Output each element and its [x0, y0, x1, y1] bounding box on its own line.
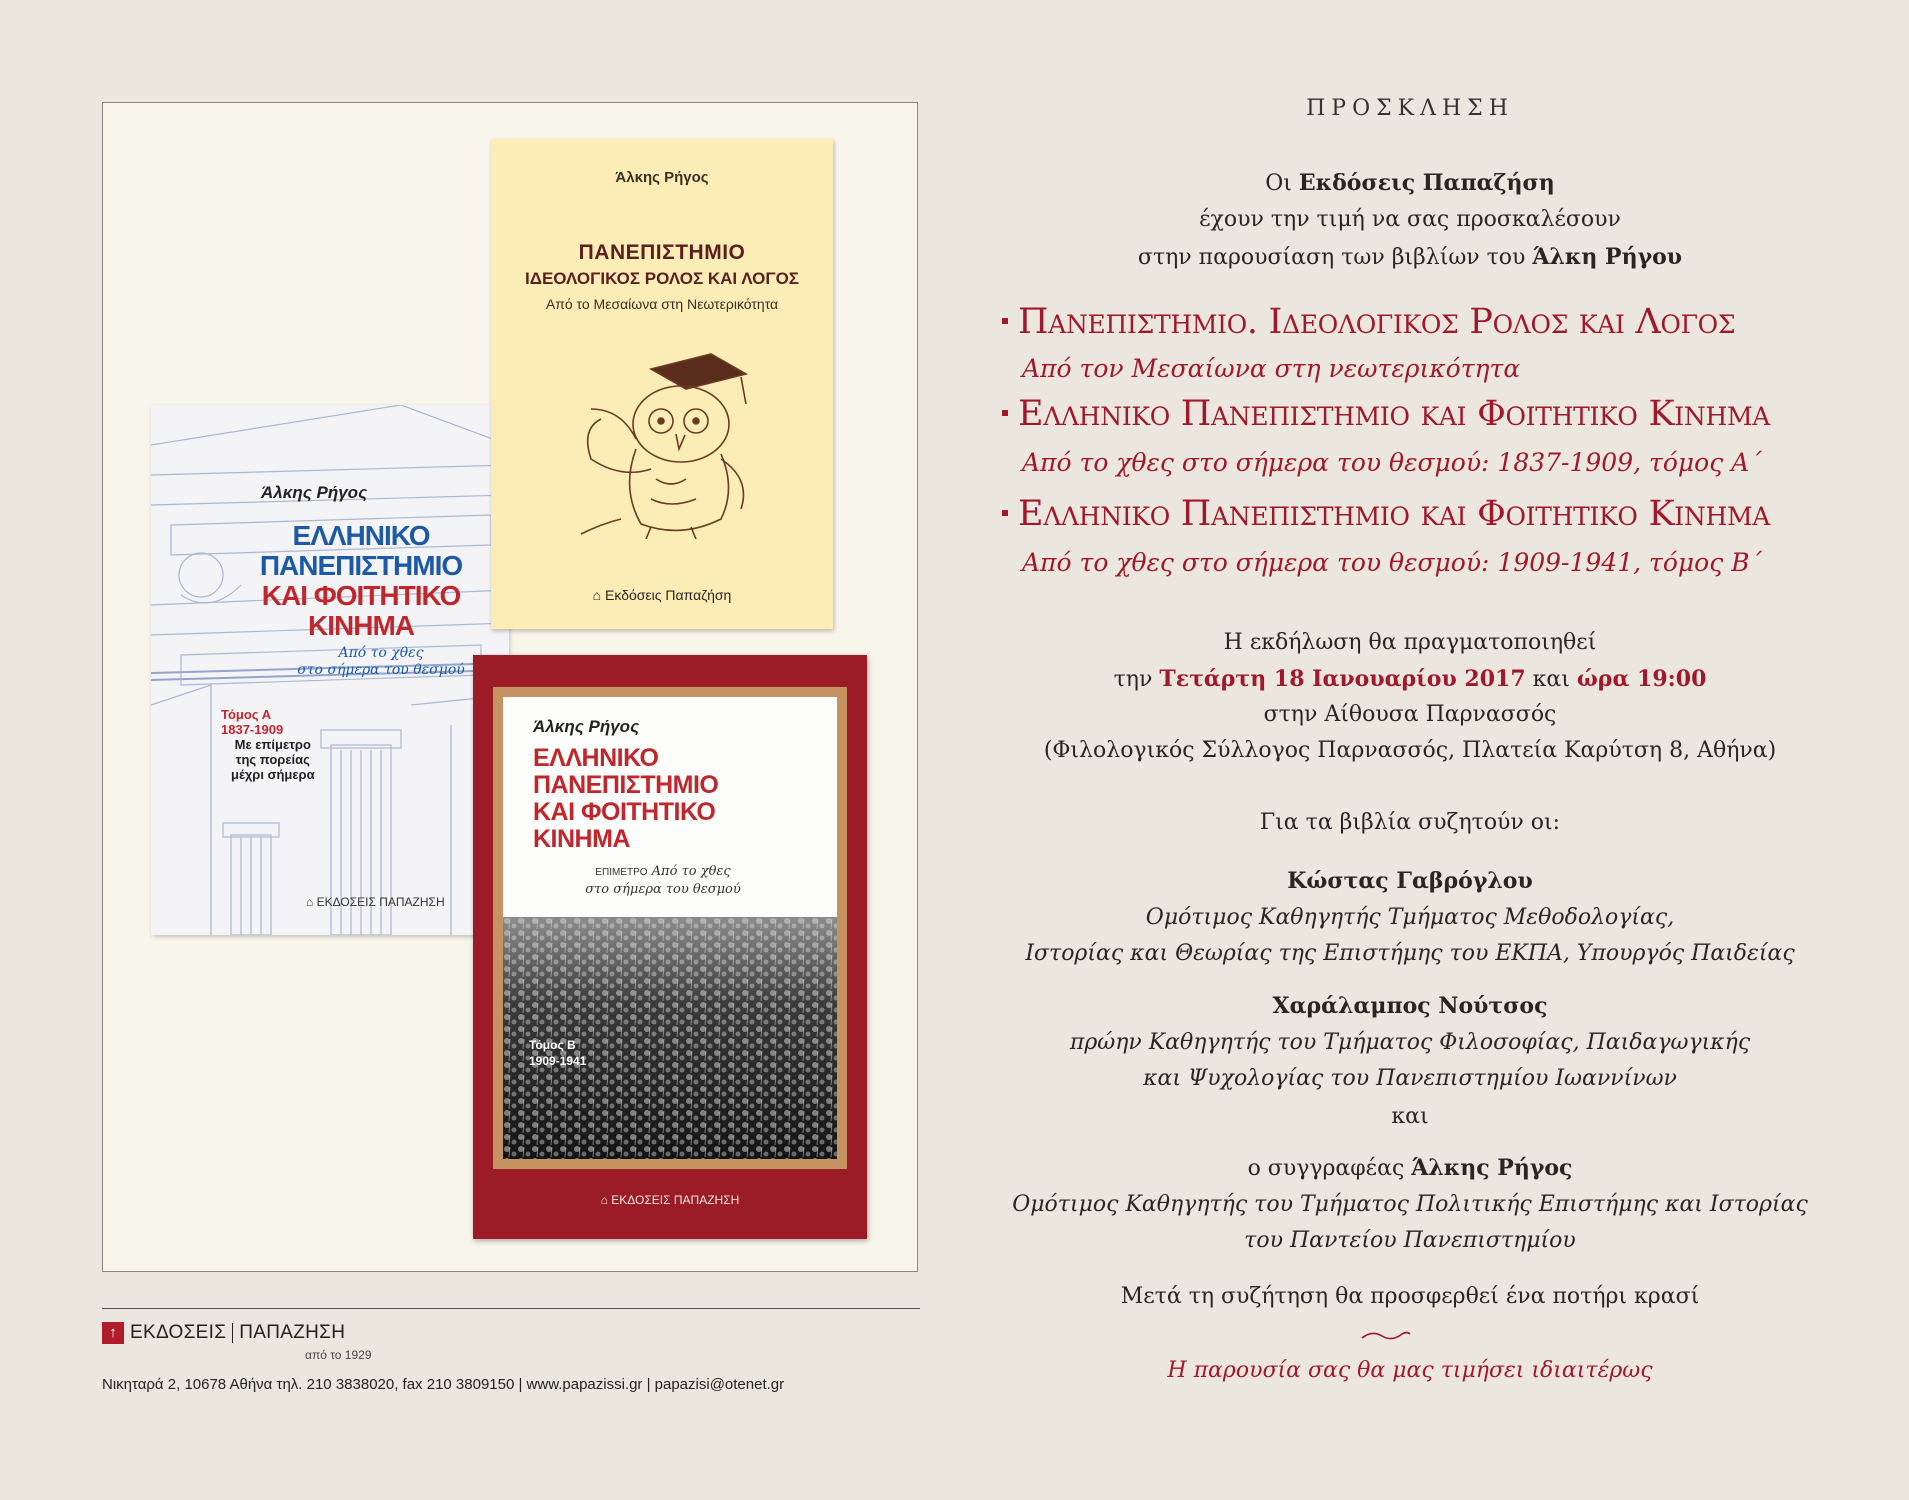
event-venue-address: (Φιλολογικός Σύλλογος Παρνασσός, Πλατεία Καρύτση 8, Αθήνα)	[1043, 738, 1777, 763]
speaker2-line1: πρώην Καθηγητής του Τμήματος Φιλοσοφίας, Παιδαγωγικής	[1069, 1030, 1751, 1055]
book3-years: 1909-1941	[529, 1054, 587, 1068]
event-datetime	[960, 666, 1860, 692]
book2-subtitle-line1: Από το χθες	[338, 645, 424, 661]
since-text: από το 1929	[305, 1348, 372, 1362]
book3-subtitle-line2: στο σήμερα του θεσμού	[585, 882, 741, 897]
book2-volume-label: Τόμος Α	[221, 707, 272, 722]
book3-title	[533, 745, 718, 853]
book-cover-volume-a	[151, 405, 509, 935]
invitation-heading: ΠΡΟΣΚΛΗΣΗ	[1306, 96, 1514, 121]
event-mid: και	[1525, 667, 1577, 692]
book2-note-line1: Με επίμετρο	[234, 737, 311, 752]
book1-subtitle: Από το Μεσαίωνα στη Νεωτερικότητα	[545, 296, 779, 312]
author-name: Άλκης Ρήγος	[1411, 1155, 1573, 1181]
intro-line3-pre: στην παρουσίαση των βιβλίων του	[1137, 245, 1533, 270]
publisher-mark-icon: ⌂	[600, 1193, 612, 1207]
book2-years: 1837-1909	[221, 722, 284, 737]
book2-author: Άλκης Ρήγος	[261, 483, 368, 502]
book3-subtitle	[563, 863, 763, 898]
book-list-title-2-text: Ελληνικο Πανεπιστημιο και Φοιτητικο Κινημα	[1018, 394, 1771, 434]
book-cover-volume-b	[473, 655, 867, 1239]
book2-note-line2: της πορείας	[235, 752, 310, 767]
speakers-intro: Για τα βιβλία συζητούν οι:	[1259, 810, 1561, 835]
intro-author: Άλκη Ρήγου	[1532, 244, 1683, 270]
book-covers-panel	[102, 102, 918, 1272]
book3-subtitle-line1	[563, 863, 763, 881]
book2-subtitle-line2: στο σήμερα του θεσμού	[297, 662, 465, 678]
book1-title-line1: ΠΑΝΕΠΙΣΤΗΜΙΟ	[578, 241, 746, 264]
logo-left-text: ΕΚΔΟΣΕΙΣ	[130, 1322, 227, 1343]
event-venue: στην Αίθουσα Παρνασσός	[1263, 702, 1557, 727]
book2-publisher-text: ΕΚΔΟΣΕΙΣ ΠΑΠΑΖΗΣΗ	[316, 895, 445, 909]
book3-volume	[529, 1037, 586, 1069]
book2-note	[231, 737, 315, 782]
speaker1-line1: Ομότιμος Καθηγητής Τμήματος Μεθοδολογίας,	[1145, 905, 1675, 930]
book3-epimetro: ΕΠΙΜΕΤΡΟ	[595, 867, 648, 878]
speaker1-line2: Ιστορίας και Θεωρίας της Επιστήμης του ΕΚΠΑ, Υπουργός Παιδείας	[1025, 941, 1795, 966]
wine-note: Μετά τη συζήτηση θα προσφερθεί ένα ποτήρι κρασί	[1120, 1284, 1700, 1309]
book2-note-line3: μέχρι σήμερα	[231, 767, 315, 782]
book2-title-line1: ΕΛΛΗΝΙΚΟ	[292, 520, 430, 551]
book1-publisher	[491, 587, 833, 603]
publisher-mark-icon: ⌂	[306, 895, 317, 909]
book-list-title-3	[1002, 494, 1770, 534]
event-line1: Η εκδήλωση θα πραγματοποιηθεί	[1223, 630, 1597, 655]
book3-title-line1: ΕΛΛΗΝΙΚΟ	[533, 744, 659, 772]
author-line	[960, 1155, 1860, 1181]
book2-volume	[221, 707, 283, 737]
book2-title-line4: ΚΙΝΗΜΑ	[308, 610, 414, 641]
book-list-title-1	[1002, 302, 1735, 342]
book3-volume-label: Τόμος Β	[529, 1038, 576, 1052]
book-cover-university-ideological-role	[491, 139, 833, 629]
publisher-logo	[102, 1322, 345, 1344]
book-list-title-1-text: Πανεπιστημιο. Ιδεολογικος Ρολος και Λογος	[1018, 302, 1736, 342]
logo-separator	[232, 1323, 233, 1343]
bullet-icon	[1002, 510, 1008, 516]
book-list-title-3-text: Ελληνικο Πανεπιστημιο και Φοιτητικο Κινημα	[1018, 494, 1771, 534]
intro-line1	[960, 170, 1860, 196]
book1-author: Άλκης Ρήγος	[615, 169, 709, 186]
publisher-mark-icon: ⌂	[592, 587, 606, 603]
logo-right-text: ΠΑΠΑΖΗΣΗ	[239, 1322, 346, 1343]
book2-title-line2: ΠΑΝΕΠΙΣΤΗΜΙΟ	[259, 550, 463, 581]
book-list-subtitle-2: Από το χθες στο σήμερα του θεσμού: 1837-1909, τόμος Α΄	[1022, 448, 1762, 477]
book2-title	[231, 521, 491, 641]
book-list-title-2	[1002, 394, 1770, 434]
speaker2-line2: και Ψυχολογίας του Πανεπιστημίου Ιωαννίνων	[1143, 1066, 1677, 1091]
bullet-icon	[1002, 318, 1008, 324]
book1-title-line2: ΙΔΕΟΛΟΓΙΚΟΣ ΡΟΛΟΣ ΚΑΙ ΛΟΓΟΣ	[525, 269, 799, 288]
speaker1-name: Κώστας Γαβρόγλου	[1287, 868, 1533, 894]
book3-publisher-text: ΕΚΔΟΣΕΙΣ ΠΑΠΑΖΗΣΗ	[611, 1193, 740, 1207]
event-date: Τετάρτη 18 Ιανουαρίου 2017	[1159, 666, 1526, 692]
book3-title-line2: ΠΑΝΕΠΙΣΤΗΜΙΟ	[533, 771, 719, 799]
event-time: ώρα 19:00	[1576, 666, 1707, 692]
bullet-icon	[1002, 410, 1008, 416]
closing-line: Η παρουσία σας θα μας τιμήσει ιδιαιτέρως	[1167, 1358, 1653, 1383]
decorative-swash-icon	[1360, 1328, 1412, 1344]
intro-pre: Οι	[1265, 171, 1299, 196]
event-pre: την	[1113, 667, 1160, 692]
book1-publisher-text: Εκδόσεις Παπαζήση	[605, 587, 732, 603]
author-title-line1: Ομότιμος Καθηγητής του Τμήματος Πολιτικής Επιστήμης και Ιστορίας	[1012, 1192, 1808, 1217]
book3-picture-frame	[493, 687, 847, 1169]
intro-line2: έχουν την τιμή να σας προσκαλέσουν	[1199, 207, 1621, 232]
house-arrow-icon: ↑	[102, 1322, 124, 1344]
author-title-line2: του Παντείου Πανεπιστημίου	[1244, 1228, 1576, 1253]
book2-title-line3: ΚΑΙ ΦΟΙΤΗΤΙΚΟ	[261, 580, 461, 611]
book3-subtitle-text1: Από το χθες	[651, 864, 731, 879]
intro-publisher: Εκδόσεις Παπαζήση	[1298, 170, 1555, 196]
book-list-subtitle-1: Από τον Μεσαίωνα στη νεωτερικότητα	[1022, 354, 1521, 383]
book3-publisher	[473, 1193, 867, 1207]
author-pre: ο συγγραφέας	[1247, 1156, 1412, 1181]
book-list-subtitle-3: Από το χθες στο σήμερα του θεσμού: 1909-1941, τόμος Β΄	[1022, 548, 1763, 577]
book2-subtitle	[281, 645, 481, 679]
book3-title-line3: ΚΑΙ ΦΟΙΤΗΤΙΚΟ	[533, 798, 716, 826]
intro-line3	[960, 244, 1860, 270]
book3-author: Άλκης Ρήγος	[533, 717, 640, 736]
book3-title-line4: ΚΙΝΗΜΑ	[533, 825, 630, 853]
contact-address: Νικηταρά 2, 10678 Αθήνα τηλ. 210 3838020, fax 210 3809150 | www.papazissi.gr | papazisi@otenet.gr	[102, 1376, 785, 1393]
and-text: και	[1391, 1104, 1429, 1129]
owl-graduate-illustration	[561, 349, 761, 539]
footer-divider	[102, 1308, 920, 1309]
speaker2-name: Χαράλαμπος Νούτσος	[1272, 993, 1548, 1019]
book2-publisher	[306, 895, 445, 909]
